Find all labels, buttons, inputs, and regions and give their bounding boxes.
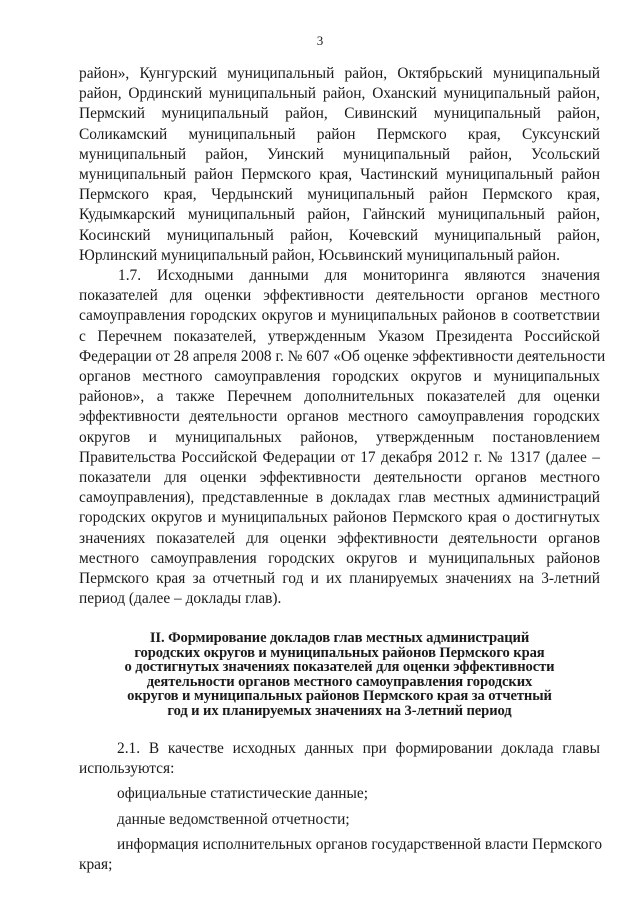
heading-line: год и их планируемых значениях на 3-летний период bbox=[167, 702, 512, 719]
text-line: округов и муниципальных районов, утвержденным постановлением bbox=[79, 428, 600, 446]
heading-line: II. Формирование докладов глав местных администраций bbox=[149, 630, 530, 647]
page-number: 3 bbox=[316, 33, 324, 48]
text-line: показатели для оценки эффективности деятельности органов местного bbox=[79, 469, 600, 487]
text-line: Пермского края, Чердынский муниципальный район Пермского края, bbox=[79, 186, 600, 204]
text-line: с Перечнем показателей, утвержденным Указом Президента Российской bbox=[79, 327, 600, 345]
text-line: Федерации от 28 апреля 2008 г. № 607 «Об оценке эффективности деятельности bbox=[79, 347, 606, 365]
document-body bbox=[79, 64, 606, 875]
text-line: районов», а также Перечнем дополнительных показателей для оценки bbox=[79, 388, 600, 406]
text-line: городских округов и муниципальных районов Пермского края о достигнутых bbox=[79, 509, 600, 527]
text-line: органов местного самоуправления городских округов и муниципальных bbox=[79, 368, 600, 386]
text-line: края; bbox=[79, 855, 113, 873]
text-line: район, Ординский муниципальный район, Оханский муниципальный район, bbox=[79, 85, 600, 103]
paragraph-municipal-districts bbox=[79, 64, 600, 266]
paragraph-2-1 bbox=[79, 739, 600, 779]
heading-line: деятельности органов местного самоуправления городских bbox=[146, 673, 533, 690]
text-line: период (далее – доклады глав). bbox=[79, 590, 282, 608]
text-line: самоуправления), представленные в докладах глав местных администраций bbox=[79, 489, 600, 507]
heading-line: городских округов и муниципальных районов Пермского края bbox=[134, 644, 545, 661]
text-line: 2.1. В качестве исходных данных при формировании доклада главы bbox=[117, 739, 600, 757]
text-line: Косинский муниципальный район, Кочевский муниципальный район, bbox=[79, 226, 600, 244]
text-line: показателей для оценки эффективности деятельности органов местного bbox=[79, 287, 600, 305]
paragraph-1-7 bbox=[79, 266, 606, 609]
text-line: муниципальный район, Уинский муниципальный район, Усольский bbox=[79, 145, 600, 163]
text-line: 1.7. Исходными данными для мониторинга являются значения bbox=[118, 267, 600, 285]
text-line: самоуправления городских округов и муниципальных районов в соответствии bbox=[79, 307, 600, 325]
text-line: значениях показателей для оценки эффективности деятельности органов bbox=[79, 529, 600, 547]
heading-line: округов и муниципальных районов Пермского края за отчетный bbox=[127, 688, 552, 705]
text-line: Юрлинский муниципальный район, Юсьвинский муниципальный район. bbox=[79, 246, 560, 264]
list-item bbox=[79, 835, 603, 875]
source-data-list bbox=[79, 784, 603, 875]
text-line: Кудымкарский муниципальный район, Гайнский муниципальный район, bbox=[79, 206, 600, 224]
text-line: местного самоуправления городских округов и муниципальных районов bbox=[79, 549, 600, 567]
text-line: эффективности деятельности органов местного самоуправления городских bbox=[79, 408, 600, 426]
list-item: данные ведомственной отчетности; bbox=[117, 810, 350, 828]
text-line: муниципальный район Пермского края, Частинский муниципальный район bbox=[79, 166, 600, 184]
text-line: информация исполнительных органов государственной власти Пермского bbox=[117, 835, 603, 853]
text-line: район», Кунгурский муниципальный район, Октябрьский муниципальный bbox=[79, 65, 600, 82]
list-item: официальные статистические данные; bbox=[117, 785, 368, 803]
text-line: Пермского края за отчетный год и их планируемых значениях на 3-летний bbox=[79, 570, 600, 588]
text-line: Пермский муниципальный район, Сивинский муниципальный район, bbox=[79, 105, 600, 123]
section-heading bbox=[79, 631, 600, 717]
text-line: используются: bbox=[79, 760, 175, 778]
text-line: Соликамский муниципальный район Пермского края, Суксунский bbox=[79, 125, 600, 143]
heading-line: о достигнутых значениях показателей для оценки эффективности bbox=[124, 659, 555, 676]
text-line: Правительства Российской Федерации от 17 декабря 2012 г. № 1317 (далее – bbox=[79, 448, 600, 466]
